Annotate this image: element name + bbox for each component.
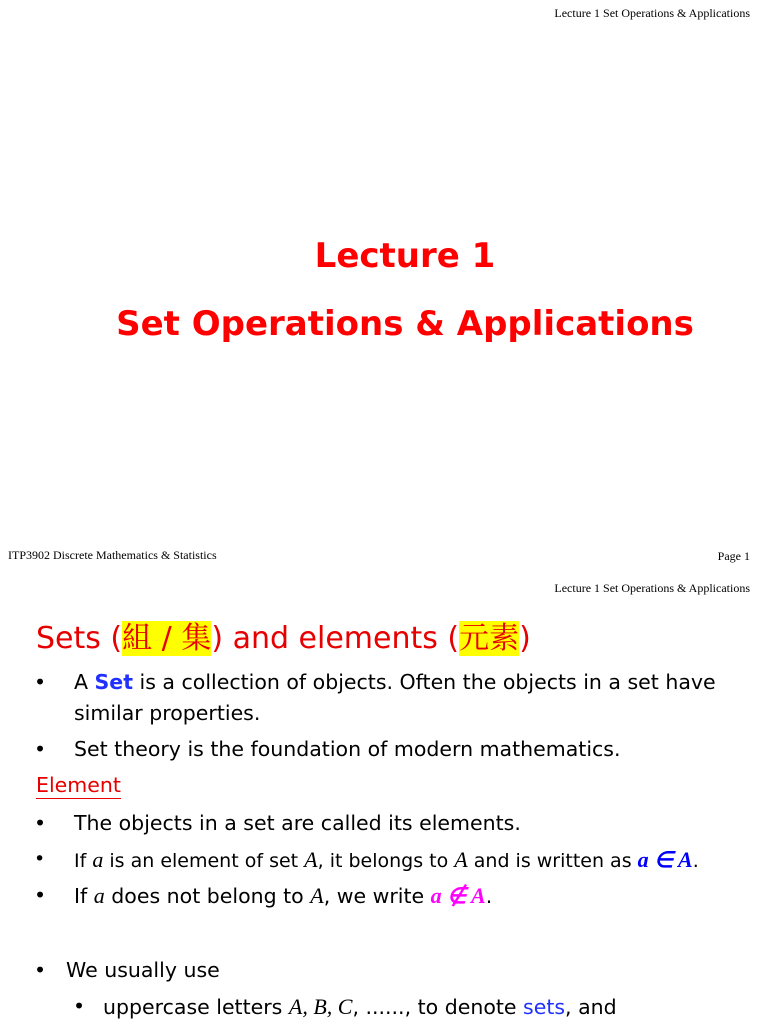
var-a: a [93, 883, 105, 908]
text: If [74, 850, 93, 872]
bullet-dot: • [34, 958, 47, 982]
text: , and [565, 995, 617, 1019]
expr-in: a ∈ A [637, 847, 693, 872]
expr-not-in: a ∉ A [430, 883, 486, 908]
lecture-number-title: Lecture 1 [314, 236, 496, 276]
slide-title [36, 613, 531, 657]
text: , we write [323, 884, 431, 908]
text: If [74, 884, 94, 908]
lecture-topic-title: Set Operations & Applications [116, 304, 694, 344]
keyword-set: Set [94, 670, 134, 694]
keyword-sets: sets [523, 995, 566, 1019]
text: , it belongs to [317, 850, 455, 872]
bullet-not-member [34, 880, 493, 912]
text: We usually use [66, 958, 220, 982]
bullet-dot: • [34, 848, 46, 870]
bullet-dot: • [73, 994, 86, 1018]
var-a: a [92, 847, 104, 872]
bullet-uppercase-letters [73, 991, 617, 1023]
element-section-label: Element [36, 773, 121, 797]
footer-course: ITP3902 Discrete Mathematics & Statistics [8, 548, 217, 562]
text: A [74, 670, 95, 694]
bullet-elements [34, 808, 521, 839]
text: is a collection of objects. Often the objects in a set have [133, 670, 716, 694]
highlighted-chinese-sets: 組 / 集 [122, 621, 212, 656]
var-A: A [454, 847, 468, 872]
var-A: A [310, 883, 324, 908]
text: . [692, 850, 699, 872]
text: The objects in a set are called its elements. [74, 811, 521, 835]
highlighted-chinese-elements: 元素 [459, 621, 520, 656]
bullet-dot: • [34, 811, 47, 835]
text: similar properties. [74, 701, 261, 725]
var-letters: A, B, C [288, 994, 353, 1019]
slide-title-part: Sets ( [36, 621, 123, 656]
var-A: A [304, 847, 318, 872]
bullet-dot: • [34, 883, 47, 907]
text: does not belong to [104, 884, 311, 908]
text: , ......, to denote [352, 995, 524, 1019]
slide-title-part: ) and elements ( [211, 621, 460, 656]
footer-page-number: Page 1 [717, 549, 750, 563]
bullet-dot: • [34, 737, 47, 761]
bullet-membership [34, 844, 699, 877]
bullet-dot: • [34, 670, 47, 694]
text: . [485, 884, 493, 908]
bullet-usage [34, 955, 220, 986]
text: Set theory is the foundation of modern mathematics. [74, 737, 621, 761]
page-header: Lecture 1 Set Operations & Applications [554, 581, 750, 595]
page-header: Lecture 1 Set Operations & Applications [554, 6, 750, 20]
bullet-set-theory [34, 734, 621, 765]
slide-title-part: ) [519, 621, 531, 656]
text: is an element of set [103, 850, 305, 872]
bullet-set-definition [34, 667, 716, 729]
text: and is written as [467, 850, 638, 872]
text: uppercase letters [103, 995, 289, 1019]
